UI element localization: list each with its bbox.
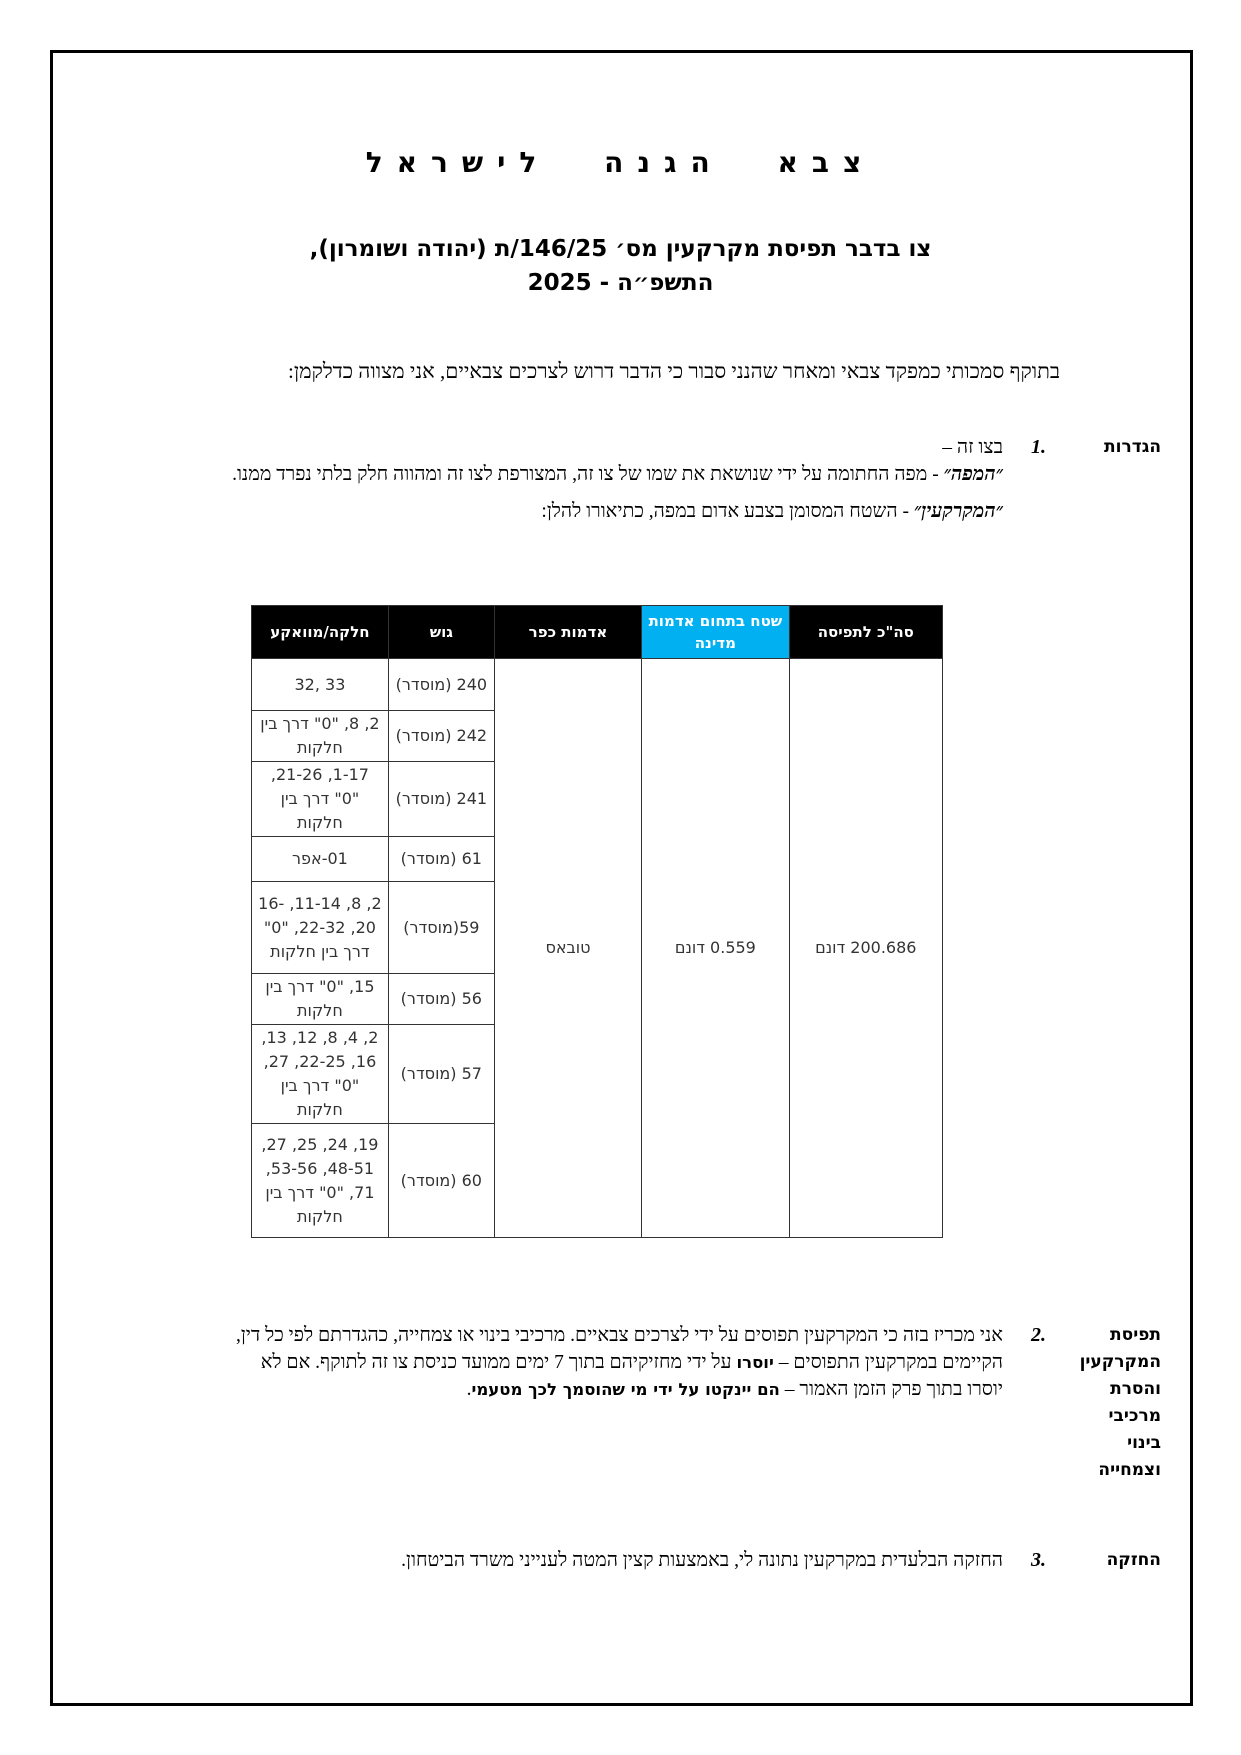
cell-block: 61 (מוסדר): [388, 837, 494, 882]
section-heading-line: בינוי: [1127, 1433, 1161, 1453]
header-parcel: חלקה/מוואקע: [252, 606, 389, 659]
cell-village: טובאס: [494, 659, 641, 1238]
cell-parcels: 2, 8, "0" דרך בין חלקות: [252, 711, 389, 762]
order-title-line1: צו בדבר תפיסת מקרקעין מס׳ 146/25/ת (יהודה ושומרון),: [309, 236, 932, 262]
section-body: החזקה הבלעדית במקרקעין נתונה לי, באמצעות קצין המטה לענייני משרד הביטחון.: [401, 1550, 1003, 1571]
section-heading: הגדרות: [1104, 437, 1161, 457]
section-number: .3: [1031, 1549, 1046, 1571]
header-village: אדמות כפר: [494, 606, 641, 659]
cell-total: 200.686 דונם: [789, 659, 942, 1238]
cell-parcels: 2, 4, 8, 12, 13, 16, 22-25, 27, "0" דרך בין חלקות: [252, 1025, 389, 1124]
text-part: על ידי מחזיקיהם בתוך 7 ימים ממועד כניסת צו זה לתוקף. אם לא יוסרו בתוך פרק הזמן האמור –: [260, 1352, 1003, 1400]
cell-parcels: 1-17, 21-26, "0" דרך בין חלקות: [252, 762, 389, 837]
bold-text: יוסרו: [736, 1353, 774, 1372]
section-heading: [1061, 1322, 1161, 1484]
cell-block: 60 (מוסדר): [388, 1124, 494, 1238]
cell-block: 240 (מוסדר): [388, 659, 494, 711]
cell-parcels: 19, 24, 25, 27, 48-51, 53-56, 71, "0" דרך בין חלקות: [252, 1124, 389, 1238]
section-heading: החזקה: [1106, 1550, 1161, 1570]
bold-text: הם יינקטו על ידי מי שהוסמך לכך מטעמי: [471, 1380, 780, 1399]
document-title: צבא הגנה לישראל: [365, 146, 876, 179]
text-part: אני מכריז בזה כי המקרקעין תפוסים על ידי לצרכים צבאיים. מרכיבי בינוי או צמחייה, כהגדרתם לפי כל דין, הקיימים במקרקעין התפוסים –: [235, 1325, 1003, 1373]
definition-term: ״המקרקעין״: [913, 501, 1003, 522]
cell-block: 56 (מוסדר): [388, 974, 494, 1025]
land-table: [251, 605, 943, 1238]
cell-state-land: 0.559 דונם: [642, 659, 789, 1238]
definition-map: [203, 461, 1003, 488]
header-state-land: שטח בתחום אדמות מדינה: [642, 606, 789, 659]
cell-parcels: 01-אפר: [252, 837, 389, 882]
section-heading-line: והסרת: [1110, 1379, 1161, 1399]
cell-parcels: 15, "0" דרך בין חלקות: [252, 974, 389, 1025]
cell-block: 59(מוסדר): [388, 882, 494, 974]
section-heading-line: מרכיבי: [1108, 1406, 1161, 1426]
cell-block: 242 (מוסדר): [388, 711, 494, 762]
table-row: [252, 659, 943, 711]
section-number: .2: [1031, 1324, 1046, 1346]
section-heading-line: תפיסת: [1110, 1325, 1161, 1345]
definition-text: - השטח המסומן בצבע אדום במפה, כתיאורו להלן:: [541, 501, 914, 522]
order-title-line2: התשפ״ה - 2025: [527, 270, 714, 296]
cell-parcels: 2, 8, 11-14, 16-20, 22-32, "0" דרך בין חלקות: [252, 882, 389, 974]
section-body: [228, 1322, 1003, 1403]
definitions-intro: בצו זה –: [942, 437, 1003, 458]
table-header-row: [252, 606, 943, 659]
definition-land: [203, 498, 1003, 525]
section-body: [203, 434, 1003, 525]
section-heading-line: וצמחייה: [1098, 1460, 1161, 1480]
cell-parcels: 33 ,32: [252, 659, 389, 711]
header-block: גוש: [388, 606, 494, 659]
section-number: .1: [1031, 436, 1046, 458]
definition-term: ״המפה״: [943, 464, 1003, 485]
section-heading-line: המקרקעין: [1079, 1352, 1161, 1372]
order-title: [0, 232, 1241, 300]
header-total: סה"כ לתפיסה: [789, 606, 942, 659]
preamble: בתוקף סמכותי כמפקד צבאי ומאחר שהנני סבור כי הדבר דרוש לצרכים צבאיים, אני מצווה כדלקמן:: [287, 359, 1060, 383]
definition-text: - מפה החתומה על ידי שנושאת את שמו של צו זה, המצורפת לצו זה ומהווה חלק בלתי נפרד ממנו.: [232, 464, 944, 485]
section-text: [228, 1322, 1003, 1403]
cell-block: 241 (מוסדר): [388, 762, 494, 837]
text-part: .: [466, 1379, 472, 1400]
cell-block: 57 (מוסדר): [388, 1025, 494, 1124]
